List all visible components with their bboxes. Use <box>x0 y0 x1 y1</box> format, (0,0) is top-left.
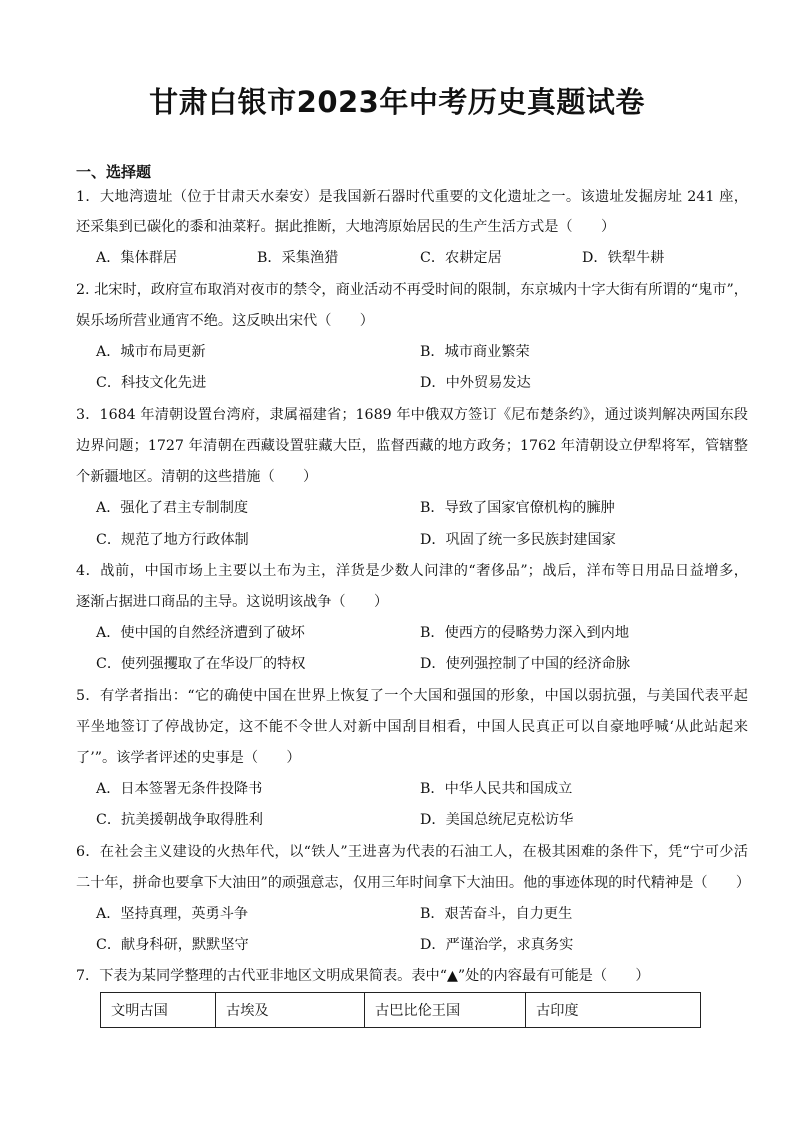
question-7-line-1: 7．下表为某同学整理的古代亚非地区文明成果简表。表中“▲”处的内容最有可能是（ ） <box>76 968 650 984</box>
question-5-line-2: 平坐地签订了停战协定，这不能不令世人对新中国刮目相看，中国人民真正可以自豪地呼喊‘从此站起来 <box>76 719 748 735</box>
question-3-line-3: 个新疆地区。清朝的这些措施（ ） <box>76 469 318 485</box>
question-3-option-a: A．强化了君主专制制度 <box>96 500 249 516</box>
question-2-option-a: A．城市布局更新 <box>96 344 206 360</box>
question-5-option-a: A．日本签署无条件投降书 <box>96 781 263 797</box>
question-5-line-3: 了’”。该学者评述的史事是（ ） <box>76 750 301 766</box>
question-4-option-d: D．使列强控制了中国的经济命脉 <box>420 656 631 672</box>
question-4-option-b: B．使西方的侵略势力深入到内地 <box>420 625 630 641</box>
question-1-line-2: 还采集到已碳化的黍和油菜籽。据此推断，大地湾原始居民的生产生活方式是（ ） <box>76 219 616 235</box>
question-6-option-c: C．献身科研，默默坚守 <box>96 937 249 953</box>
table-row <box>101 993 701 1028</box>
question-3-option-d: D．巩固了统一多民族封建国家 <box>420 532 616 548</box>
question-3-option-c: C．规范了地方行政体制 <box>96 532 249 548</box>
civilization-table <box>100 992 701 1028</box>
question-6-option-b: B．艰苦奋斗，自力更生 <box>420 906 573 922</box>
question-4-option-c: C．使列强攫取了在华设厂的特权 <box>96 656 306 672</box>
question-2-line-2: 娱乐场所营业通宵不绝。这反映出宋代（ ） <box>76 313 374 329</box>
question-4-line-2: 逐渐占据进口商品的主导。这说明该战争（ ） <box>76 594 389 610</box>
question-3-line-2: 边界问题；1727 年清朝在西藏设置驻藏大臣，监督西藏的地方政务；1762 年清朝设立伊犁将军，管辖整 <box>76 438 748 454</box>
question-2-option-c: C．科技文化先进 <box>96 375 207 391</box>
question-2-option-b: B．城市商业繁荣 <box>420 344 530 360</box>
page-title: 甘肃白银市2023年中考历史真题试卷 <box>149 85 645 119</box>
question-5-option-b: B．中华人民共和国成立 <box>420 781 573 797</box>
question-1-option-c: C．农耕定居 <box>420 250 502 266</box>
question-6-option-d: D．严谨治学，求真务实 <box>420 937 574 953</box>
table-cell: 古巴比伦王国 <box>365 993 526 1028</box>
question-6-line-2: 二十年，拼命也要拿下大油田”的顽强意志，仅用三年时间拿下大油田。他的事迹体现的时代精神是（ ） <box>76 875 751 891</box>
question-3-line-1: 3．1684 年清朝设置台湾府，隶属福建省；1689 年中俄双方签订《尼布楚条约》，通过谈判解决两国东段 <box>76 407 748 423</box>
question-2-line-1: 2. 北宋时，政府宣布取消对夜市的禁令，商业活动不再受时间的限制，东京城内十字大街有所谓的“鬼市”， <box>76 282 748 298</box>
question-1-option-a: A．集体群居 <box>96 250 178 266</box>
table-cell: 文明古国 <box>101 993 216 1028</box>
question-1-option-d: D．铁犁牛耕 <box>582 250 665 266</box>
table-cell: 古印度 <box>526 993 701 1028</box>
question-5-line-1: 5．有学者指出：“它的确使中国在世界上恢复了一个大国和强国的形象，中国以弱抗强，与美国代表平起 <box>76 688 748 704</box>
question-1-option-b: B．采集渔猎 <box>257 250 339 266</box>
question-4-line-1: 4．战前，中国市场上主要以土布为主，洋货是少数人问津的“奢侈品”；战后，洋布等日用品日益增多， <box>76 563 748 579</box>
question-2-option-d: D．中外贸易发达 <box>420 375 531 391</box>
table-cell: 古埃及 <box>216 993 365 1028</box>
question-5-option-c: C．抗美援朝战争取得胜利 <box>96 812 263 828</box>
section-heading: 一、选择题 <box>76 163 152 181</box>
question-5-option-d: D．美国总统尼克松访华 <box>420 812 574 828</box>
question-4-option-a: A．使中国的自然经济遭到了破坏 <box>96 625 305 641</box>
question-6-line-1: 6．在社会主义建设的火热年代，以“铁人”王进喜为代表的石油工人，在极其困难的条件下，凭“宁可少活 <box>76 844 748 860</box>
question-1-line-1: 1．大地湾遗址（位于甘肃天水秦安）是我国新石器时代重要的文化遗址之一。该遗址发掘房址 241 座， <box>76 189 748 205</box>
question-6-option-a: A．坚持真理，英勇斗争 <box>96 906 249 922</box>
question-3-option-b: B．导致了国家官僚机构的臃肿 <box>420 500 615 516</box>
